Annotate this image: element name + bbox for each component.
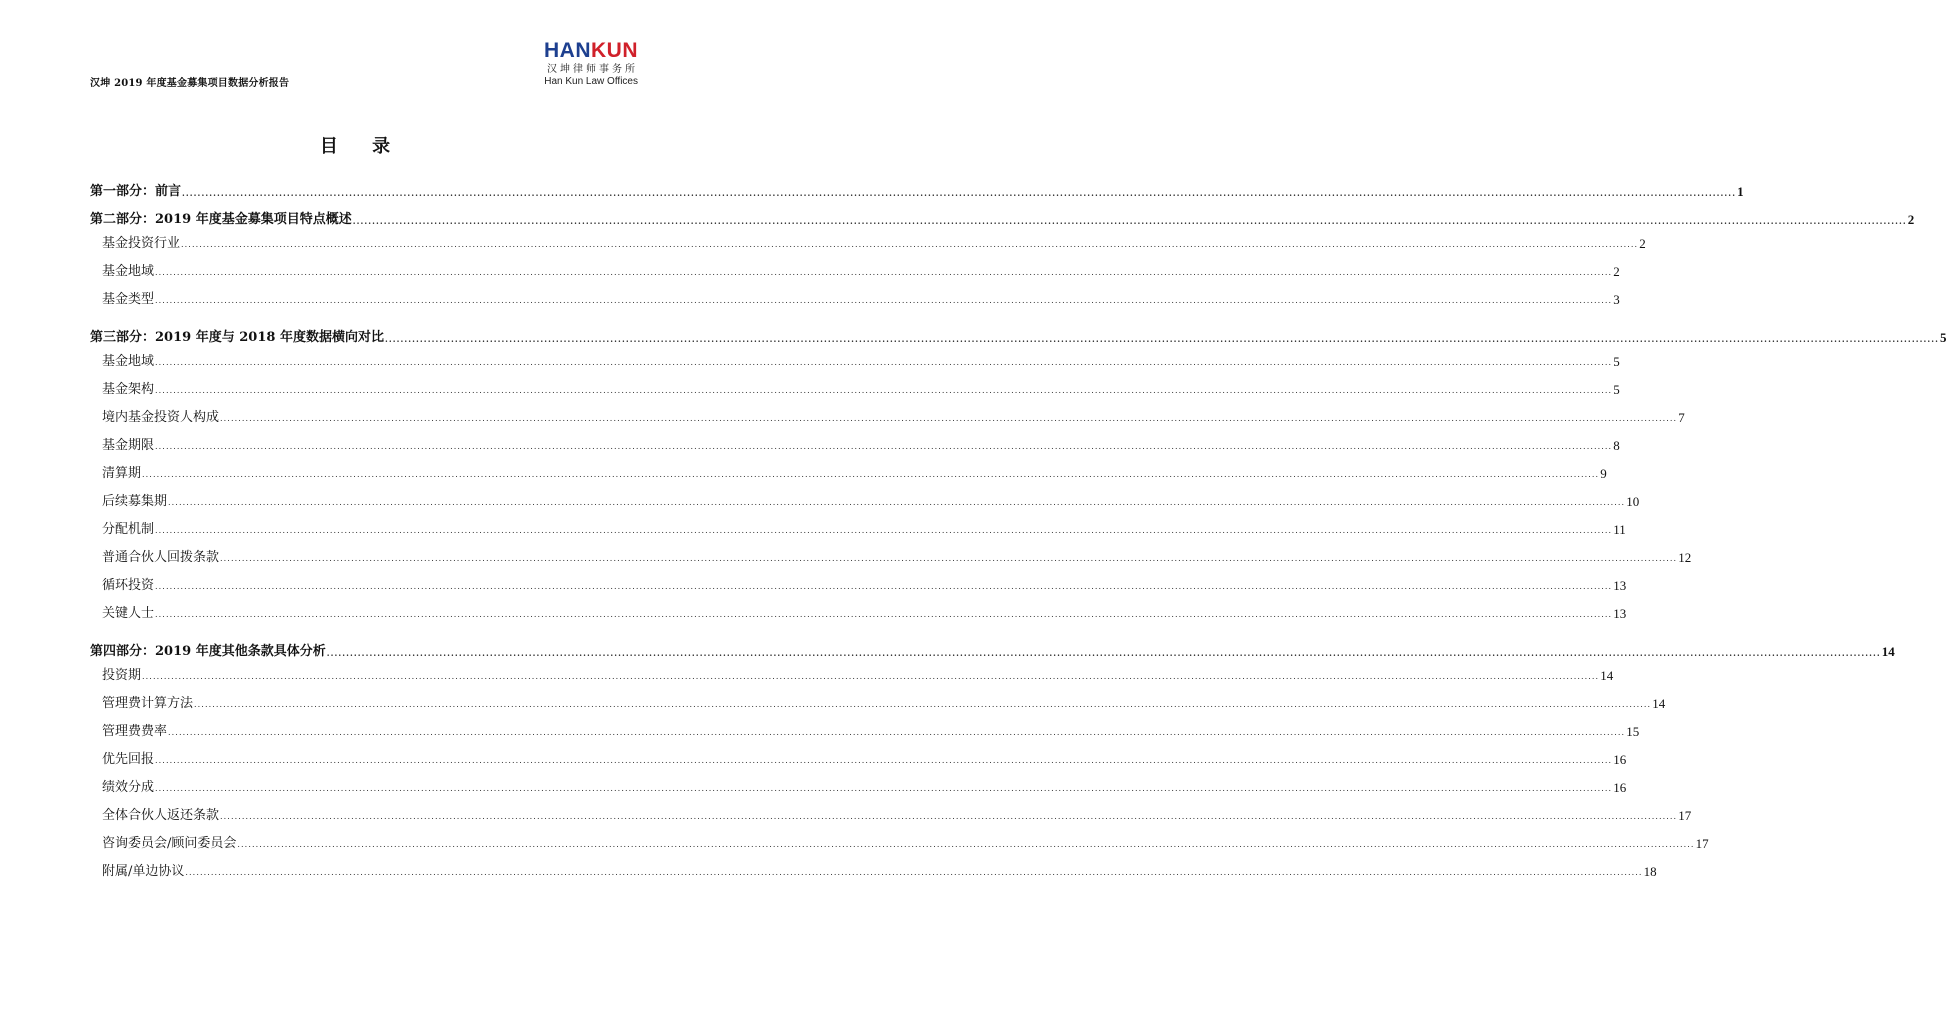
toc-leader-dots: ................................................................................................................................................................................................................................................................................................................................................................................................................ xyxy=(352,216,1907,226)
logo-kun: KUN xyxy=(591,39,638,62)
toc-section-entry[interactable] xyxy=(90,350,1620,370)
toc-entry-page-number: 5 xyxy=(1613,354,1620,369)
toc-section-entry[interactable] xyxy=(90,860,1657,880)
toc-entry-label: 咨询委员会/顾问委员会 xyxy=(102,836,237,851)
toc-entry-page-number: 1 xyxy=(1737,184,1744,199)
toc-leader-dots: ................................................................................................................................................................................................................................................................................................................................................................................................................ xyxy=(220,554,1678,563)
toc-section-entry[interactable] xyxy=(90,434,1620,454)
hankun-logo xyxy=(528,40,638,88)
toc-entry-label: 绩效分成 xyxy=(102,780,155,795)
toc-leader-dots: ................................................................................................................................................................................................................................................................................................................................................................................................................ xyxy=(155,268,1613,277)
toc-entry-page-number: 15 xyxy=(1626,724,1640,739)
toc-entry-label: 全体合伙人返还条款 xyxy=(102,808,220,823)
toc-leader-dots: ................................................................................................................................................................................................................................................................................................................................................................................................................ xyxy=(181,240,1639,249)
toc-leader-dots: ................................................................................................................................................................................................................................................................................................................................................................................................................ xyxy=(142,672,1600,681)
toc-entry-label: 基金架构 xyxy=(102,382,155,397)
toc-leader-dots: ................................................................................................................................................................................................................................................................................................................................................................................................................ xyxy=(155,296,1613,305)
toc-entry-page-number: 5 xyxy=(1613,382,1620,397)
toc-entry-label: 基金类型 xyxy=(102,292,155,307)
toc-entry-page-number: 12 xyxy=(1678,550,1692,565)
toc-section-entry[interactable] xyxy=(90,378,1620,398)
toc-entry-label: 基金地域 xyxy=(102,354,155,369)
toc-leader-dots: ................................................................................................................................................................................................................................................................................................................................................................................................................ xyxy=(182,188,1737,198)
toc-entry-page-number: 2 xyxy=(1639,236,1646,251)
toc-entry-page-number: 7 xyxy=(1678,410,1685,425)
toc-leader-dots: ................................................................................................................................................................................................................................................................................................................................................................................................................ xyxy=(168,728,1626,737)
toc-entry-page-number: 16 xyxy=(1613,752,1627,767)
toc-entry-page-number: 11 xyxy=(1613,522,1626,537)
toc-heading: 目 录 xyxy=(319,136,405,157)
toc-part-entry[interactable] xyxy=(90,208,1915,228)
toc-entry-page-number: 14 xyxy=(1600,668,1614,683)
toc-entry-page-number: 5 xyxy=(1940,330,1947,345)
toc-section-entry[interactable] xyxy=(90,406,1685,426)
toc-entry-label: 清算期 xyxy=(102,466,142,481)
toc-part-entry[interactable] xyxy=(90,640,1895,660)
toc-entry-label: 附属/单边协议 xyxy=(102,864,185,879)
toc-leader-dots: ................................................................................................................................................................................................................................................................................................................................................................................................................ xyxy=(155,358,1613,367)
toc-leader-dots: ................................................................................................................................................................................................................................................................................................................................................................................................................ xyxy=(155,756,1613,765)
toc-entry-page-number: 18 xyxy=(1643,864,1657,879)
toc-leader-dots: ................................................................................................................................................................................................................................................................................................................................................................................................................ xyxy=(220,414,1678,423)
toc-entry-label: 管理费计算方法 xyxy=(102,696,194,711)
toc-leader-dots: ................................................................................................................................................................................................................................................................................................................................................................................................................ xyxy=(155,610,1613,619)
toc-entry-label: 循环投资 xyxy=(102,578,155,593)
toc-entry-page-number: 17 xyxy=(1678,808,1692,823)
toc-entry-label: 后续募集期 xyxy=(102,494,168,509)
toc-leader-dots: ................................................................................................................................................................................................................................................................................................................................................................................................................ xyxy=(155,442,1613,451)
toc-entry-label: 基金期限 xyxy=(102,438,155,453)
toc-entry-page-number: 13 xyxy=(1613,606,1627,621)
toc-section-entry[interactable] xyxy=(90,490,1640,510)
toc-leader-dots: ................................................................................................................................................................................................................................................................................................................................................................................................................ xyxy=(155,526,1613,535)
toc-entry-page-number: 9 xyxy=(1600,466,1607,481)
report-header-title: 汉坤 2019 年度基金募集项目数据分析报告 xyxy=(90,78,290,89)
toc-section-entry[interactable] xyxy=(90,546,1692,566)
toc-entry-page-number: 16 xyxy=(1613,780,1627,795)
toc-entry-label: 投资期 xyxy=(102,668,142,683)
toc-entry-page-number: 17 xyxy=(1695,836,1709,851)
toc-section-entry[interactable] xyxy=(90,664,1614,684)
toc-entry-label: 第二部分：2019 年度基金募集项目特点概述 xyxy=(90,212,352,227)
logo-han: HAN xyxy=(544,39,591,62)
toc-section-entry[interactable] xyxy=(90,232,1646,252)
toc-entry-label: 关键人士 xyxy=(102,606,155,621)
toc-section-entry[interactable] xyxy=(90,720,1640,740)
toc-section-entry[interactable] xyxy=(90,832,1709,852)
toc-entry-label: 管理费费率 xyxy=(102,724,168,739)
toc-section-entry[interactable] xyxy=(90,804,1692,824)
toc-leader-dots: ................................................................................................................................................................................................................................................................................................................................................................................................................ xyxy=(155,386,1613,395)
toc-part-entry[interactable] xyxy=(90,180,1744,200)
toc-section-entry[interactable] xyxy=(90,776,1627,796)
toc-entry-page-number: 14 xyxy=(1881,644,1895,659)
toc-leader-dots: ................................................................................................................................................................................................................................................................................................................................................................................................................ xyxy=(142,470,1600,479)
toc-entry-page-number: 13 xyxy=(1613,578,1627,593)
toc-entry-label: 基金地域 xyxy=(102,264,155,279)
toc-leader-dots: ................................................................................................................................................................................................................................................................................................................................................................................................................ xyxy=(155,582,1613,591)
toc-entry-label: 第四部分：2019 年度其他条款具体分析 xyxy=(90,644,326,659)
toc-leader-dots: ................................................................................................................................................................................................................................................................................................................................................................................................................ xyxy=(237,840,1695,849)
toc-entry-page-number: 8 xyxy=(1613,438,1620,453)
toc-leader-dots: ................................................................................................................................................................................................................................................................................................................................................................................................................ xyxy=(326,648,1881,658)
toc-entry-page-number: 2 xyxy=(1613,264,1620,279)
toc-section-entry[interactable] xyxy=(90,602,1627,622)
toc-entry-label: 分配机制 xyxy=(102,522,155,537)
toc-section-entry[interactable] xyxy=(90,692,1666,712)
toc-entry-page-number: 14 xyxy=(1652,696,1666,711)
toc-entry-label: 第三部分：2019 年度与 2018 年度数据横向对比 xyxy=(90,330,384,345)
toc-section-entry[interactable] xyxy=(90,462,1607,482)
toc-entry-label: 普通合伙人回拨条款 xyxy=(102,550,220,565)
toc-section-entry[interactable] xyxy=(90,748,1627,768)
logo-wordmark xyxy=(528,40,638,62)
toc-leader-dots: ................................................................................................................................................................................................................................................................................................................................................................................................................ xyxy=(155,784,1613,793)
logo-english-name: Han Kun Law Offices xyxy=(544,76,638,87)
toc-leader-dots: ................................................................................................................................................................................................................................................................................................................................................................................................................ xyxy=(194,700,1652,709)
toc-entry-label: 境内基金投资人构成 xyxy=(102,410,220,425)
toc-section-entry[interactable] xyxy=(90,574,1627,594)
toc-leader-dots: ................................................................................................................................................................................................................................................................................................................................................................................................................ xyxy=(168,498,1626,507)
toc-entry-label: 基金投资行业 xyxy=(102,236,181,251)
toc-section-entry[interactable] xyxy=(90,518,1626,538)
toc-leader-dots: ................................................................................................................................................................................................................................................................................................................................................................................................................ xyxy=(220,812,1678,821)
logo-chinese-name: 汉坤律师事务所 xyxy=(547,64,638,75)
toc-section-entry[interactable] xyxy=(90,288,1620,308)
toc-entry-label: 第一部分：前言 xyxy=(90,184,182,199)
toc-leader-dots: ................................................................................................................................................................................................................................................................................................................................................................................................................ xyxy=(384,334,1940,344)
toc-section-entry[interactable] xyxy=(90,260,1620,280)
toc-entry-label: 优先回报 xyxy=(102,752,155,767)
toc-leader-dots: ................................................................................................................................................................................................................................................................................................................................................................................................................ xyxy=(185,868,1643,877)
toc-part-entry[interactable] xyxy=(90,326,1947,346)
toc-entry-page-number: 2 xyxy=(1907,212,1915,227)
toc-entry-page-number: 3 xyxy=(1613,292,1620,307)
toc-entry-page-number: 10 xyxy=(1626,494,1640,509)
